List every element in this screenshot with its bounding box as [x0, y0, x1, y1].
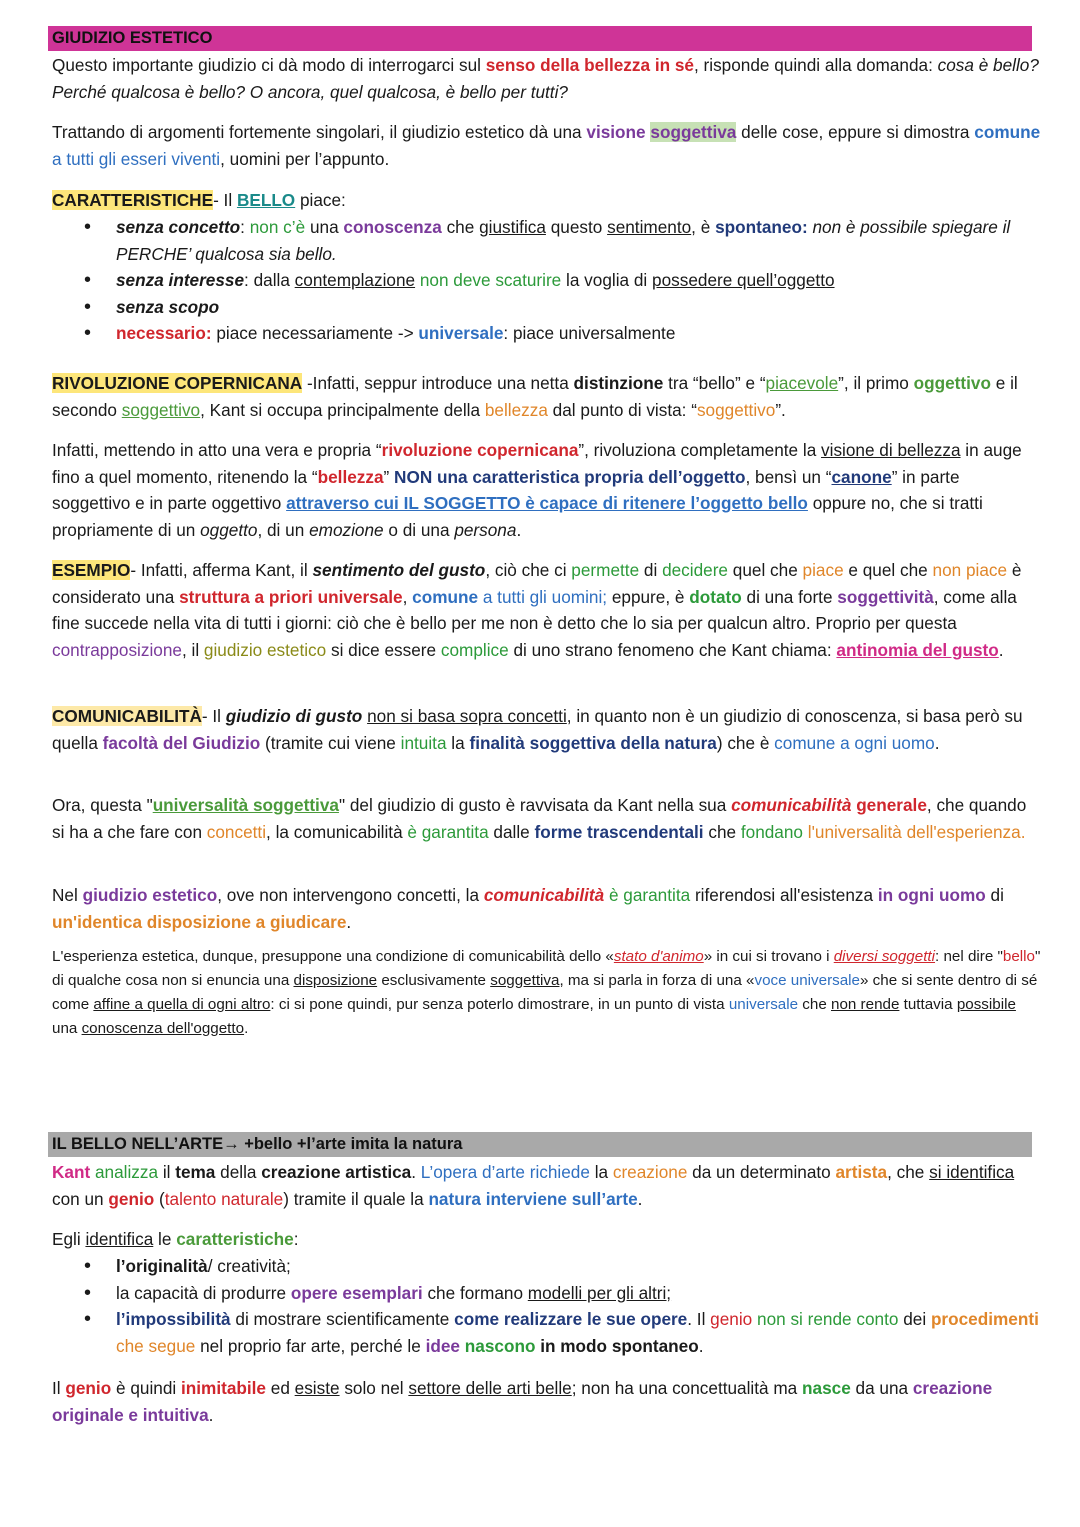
- caratteristiche-list: [52, 214, 1042, 347]
- paragraph-identifica: Egli identifica le caratteristiche:: [52, 1229, 299, 1249]
- list-item: • necessario: piace necessariamente -> universale: piace universalmente: [52, 320, 1042, 347]
- paragraph-comunicabilita: COMUNICABILITÀ- Il giudizio di gusto non si basa sopra concetti, in quanto non è un giudizio di conoscenza, si basa però su quella facoltà del Giudizio (tramite cui viene intuita la finalità soggettiva della natura) che è comune a ogni uomo.: [52, 706, 1023, 753]
- paragraph-esperienza-estetica: L'esperienza estetica, dunque, presuppone una condizione di comunicabilità dello «stato d'animo» in cui si trovano i diversi soggetti: nel dire "bello" di qualche cosa non si enuncia una disposizione esclusivamente soggettiva, ma si parla in forza di una «voce universale» che si sente dentro di sé come affine a quella di ogni altro: ci si pone quindi, pur senza poterlo dimostrare, in un punto di vista universale che non rende tuttavia possibile una conoscenza dell'oggetto.: [52, 948, 1041, 1037]
- paragraph-rivoluzione-copernicana: RIVOLUZIONE COPERNICANA -Infatti, seppur introduce una netta distinzione tra “bello” e “piacevole”, il primo oggettivo e il secondo soggettivo, Kant si occupa principalmente della bellezza dal punto di vista: “soggettivo”.: [52, 373, 1018, 420]
- list-item: • l’originalità/ creatività;: [52, 1253, 1042, 1280]
- section-heading-giudizio-estetico: GIUDIZIO ESTETICO: [48, 26, 1032, 51]
- paragraph-esempio: ESEMPIO- Infatti, afferma Kant, il sentimento del gusto, ciò che ci permette di decidere quel che piace e quel che non piace è considerato una struttura a priori universale, comune a tutti gli uomini; eppure, è dotato di una forte soggettività, come alla fine succede nella vita di tutti i giorni: ciò che è bello per me non è detto che lo sia per qualcun altro. Proprio per questa contrapposizione, il giudizio estetico si dice essere complice di uno strano fenomeno che Kant chiama: antinomia del gusto.: [52, 560, 1022, 660]
- list-item: • senza concetto: non c’è una conoscenza che giustifica questo sentimento, è spontaneo: non è possibile spiegare il PERCHE’ qualcosa sia bello.: [52, 214, 1042, 267]
- paragraph-genio-conclusione: Il genio è quindi inimitabile ed esiste solo nel settore delle arti belle; non ha una concettualità ma nasce da una creazione originale e intuitiva.: [52, 1378, 993, 1425]
- genio-caratteristiche-list: [52, 1253, 1042, 1359]
- paragraph-universalita-soggettiva: Ora, questa "universalità soggettiva" del giudizio di gusto è ravvisata da Kant nella sua comunicabilità generale, che quando si ha a che fare con concetti, la comunicabilità è garantita dalle forme trascendentali che fondano l'universalità dell'esperienza.: [52, 795, 1027, 842]
- paragraph-creazione-artistica: Kant analizza il tema della creazione artistica. L’opera d’arte richiede la creazione da un determinato artista, che si identifica con un genio (talento naturale) tramite il quale la natura interviene sull’arte.: [52, 1162, 1015, 1209]
- list-item: • senza scopo: [52, 294, 1042, 321]
- list-item: • senza interesse: dalla contemplazione non deve scaturire la voglia di possedere quell’oggetto: [52, 267, 1042, 294]
- caratteristiche-heading: CARATTERISTICHE- Il BELLO piace:: [52, 190, 346, 210]
- list-item: • la capacità di produrre opere esemplari che formano modelli per gli altri;: [52, 1280, 1042, 1307]
- paragraph-visione-bellezza: Infatti, mettendo in atto una vera e propria “rivoluzione copernicana”, rivoluziona completamente la visione di bellezza in auge fino a quel momento, ritenendo la “bellezza” NON una caratteristica propria dell’oggetto, bensì un “canone” in parte soggettivo e in parte oggettivo attraverso cui IL SOGGETTO è capace di ritenere l’oggetto bello oppure no, che si tratti propriamente di un oggetto, di un emozione o di una persona.: [52, 440, 1022, 540]
- section-heading-bello-nell-arte: IL BELLO NELL’ARTE→ +bello +l’arte imita la natura: [48, 1132, 1032, 1157]
- paragraph-visione-soggettiva: Trattando di argomenti fortemente singolari, il giudizio estetico dà una visione soggettiva delle cose, eppure si dimostra comune a tutti gli esseri viventi, uomini per l’appunto.: [52, 122, 1041, 169]
- paragraph-nel-giudizio-estetico: Nel giudizio estetico, ove non intervengono concetti, la comunicabilità è garantita riferendosi all'esistenza in ogni uomo di un'identica disposizione a giudicare.: [52, 885, 1004, 932]
- list-item: • l’impossibilità di mostrare scientificamente come realizzare le sue opere. Il genio non si rende conto dei procedimenti che segue nel proprio far arte, perché le idee nascono in modo spontaneo.: [52, 1306, 1042, 1359]
- intro-paragraph: Questo importante giudizio ci dà modo di interrogarci sul senso della bellezza in sé, risponde quindi alla domanda: cosa è bello? Perché qualcosa è bello? O ancora, quel qualcosa, è bello per tutti?: [52, 55, 1039, 102]
